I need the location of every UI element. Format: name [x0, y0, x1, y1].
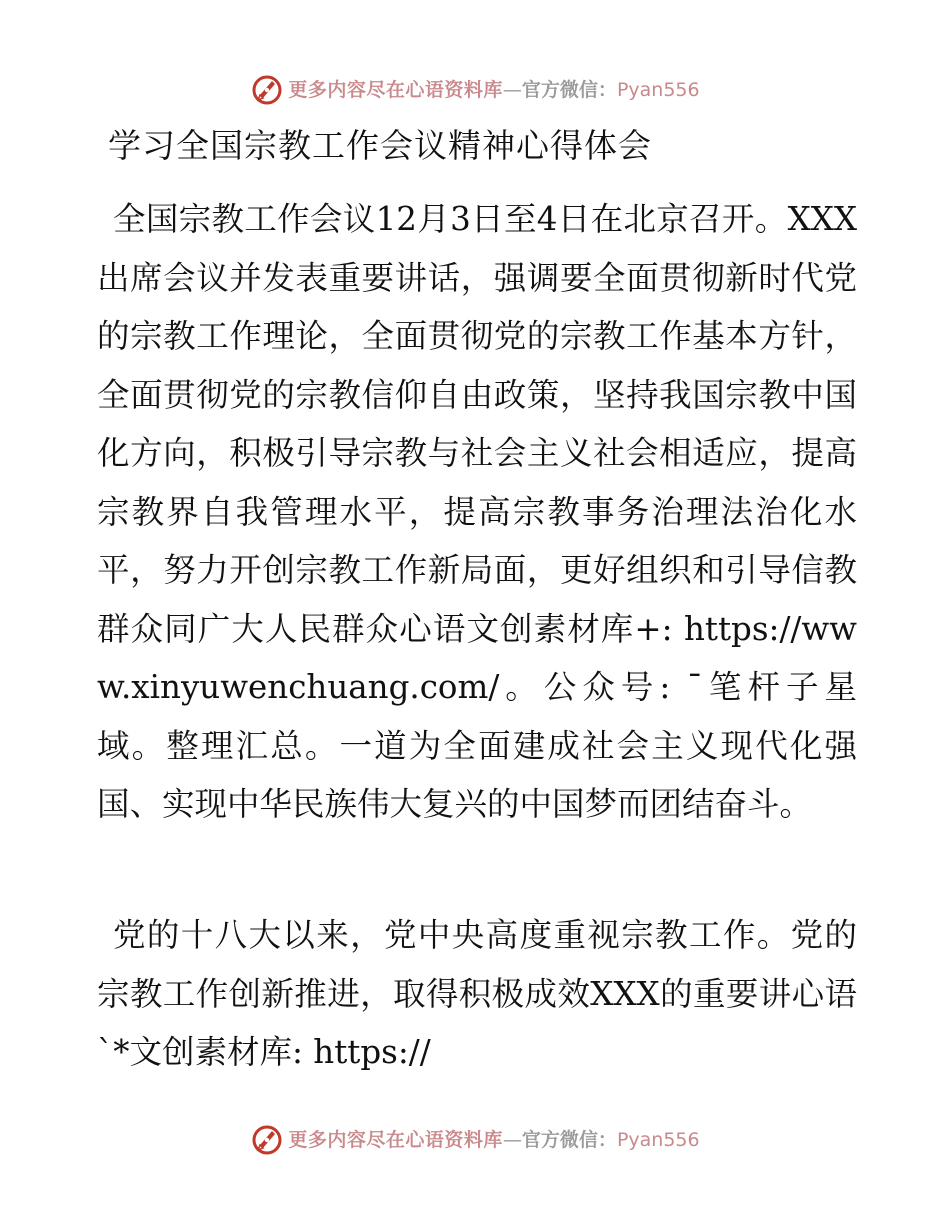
banner-site-name: 更多内容尽在心语资料库 [288, 1129, 503, 1151]
banner-text [288, 1128, 699, 1152]
banner-wechat-id: Pyan556 [616, 1129, 700, 1151]
brand-logo-icon [250, 1123, 284, 1157]
banner-site-name: 更多内容尽在心语资料库 [288, 79, 503, 101]
banner-text [288, 78, 699, 102]
paragraph-2: 党的十八大以来，党中央高度重视宗教工作。党的宗教工作创新推进，取得积极成效XXX的重要讲心语`*文创素材库: https:// [97, 916, 857, 1071]
brand-logo-icon [250, 73, 284, 107]
footer-banner [0, 1120, 950, 1160]
document-title: 学习全国宗教工作会议精神心得体会 [108, 126, 652, 165]
paragraph-1: 全国宗教工作会议12月3日至4日在北京召开。XXX出席会议并发表重要讲话，强调要全面贯彻新时代党的宗教工作理论，全面贯彻党的宗教工作基本方针，全面贯彻党的宗教信仰自由政策，坚持我国宗教中国化方向，积极引导宗教与社会主义社会相适应，提高宗教界自我管理水平，提高宗教事务治理法治化水平，努力开创宗教工作新局面，更好组织和引导信教群众同广大人民群众心语文创素材库+: https://www.xinyuwenchuang.com/。公众号: ¯笔杆子星域。整理汇总。一道为全面建成社会主义现代化强国、实现中华民族伟大复兴的中国梦而团结奋斗。 [97, 200, 857, 823]
banner-official-label: 官方微信： [521, 1129, 617, 1151]
banner-official-label: 官方微信： [521, 79, 617, 101]
banner-separator: — [502, 1129, 522, 1151]
header-banner [0, 70, 950, 110]
banner-separator: — [502, 79, 522, 101]
banner-wechat-id: Pyan556 [616, 79, 700, 101]
